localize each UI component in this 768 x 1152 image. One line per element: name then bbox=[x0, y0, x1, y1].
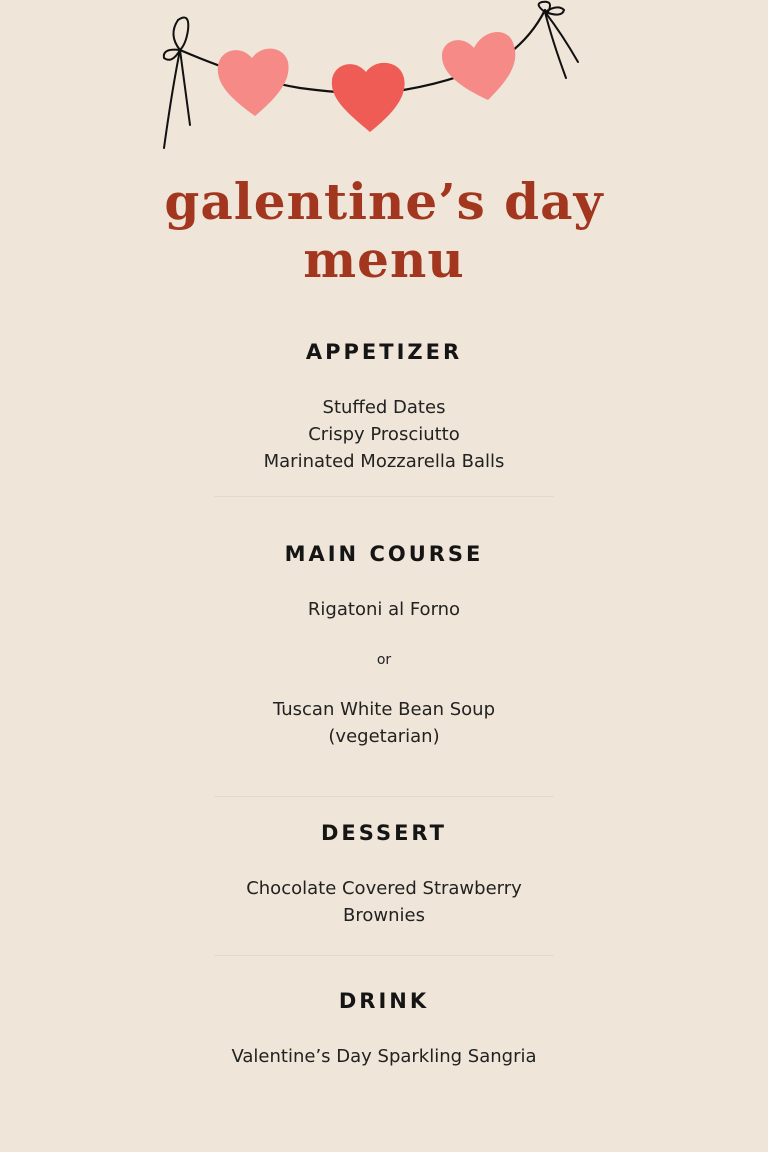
menu-item: Rigatoni al Forno bbox=[307, 599, 461, 620]
section-heading-drink: DRINK bbox=[338, 989, 430, 1013]
heart-icon bbox=[442, 32, 515, 100]
menu-item: Brownies bbox=[343, 905, 425, 926]
section-divider bbox=[214, 955, 554, 956]
heart-garland bbox=[150, 0, 590, 160]
section-heading-main-course: MAIN COURSE bbox=[284, 542, 484, 566]
bow-icon bbox=[164, 18, 190, 148]
menu-item-note: (vegetarian) bbox=[328, 726, 440, 747]
menu-item: Crispy Prosciutto bbox=[308, 424, 460, 445]
heart-icon bbox=[332, 63, 405, 132]
menu-item: Chocolate Covered Strawberry bbox=[246, 878, 522, 899]
menu-item: Valentine’s Day Sparkling Sangria bbox=[231, 1046, 537, 1067]
section-divider bbox=[214, 796, 554, 797]
section-heading-appetizer: APPETIZER bbox=[305, 340, 463, 364]
heart-icon bbox=[218, 49, 289, 116]
menu-item: Tuscan White Bean Soup bbox=[272, 699, 496, 720]
option-separator: or bbox=[376, 652, 392, 668]
section-divider bbox=[214, 496, 554, 497]
menu-item: Stuffed Dates bbox=[322, 397, 446, 418]
menu-title-subline: menu bbox=[303, 230, 465, 289]
bow-icon bbox=[539, 2, 578, 78]
menu-item: Marinated Mozzarella Balls bbox=[263, 451, 505, 472]
menu-title: galentine’s day bbox=[164, 172, 604, 231]
section-heading-dessert: DESSERT bbox=[321, 821, 447, 845]
